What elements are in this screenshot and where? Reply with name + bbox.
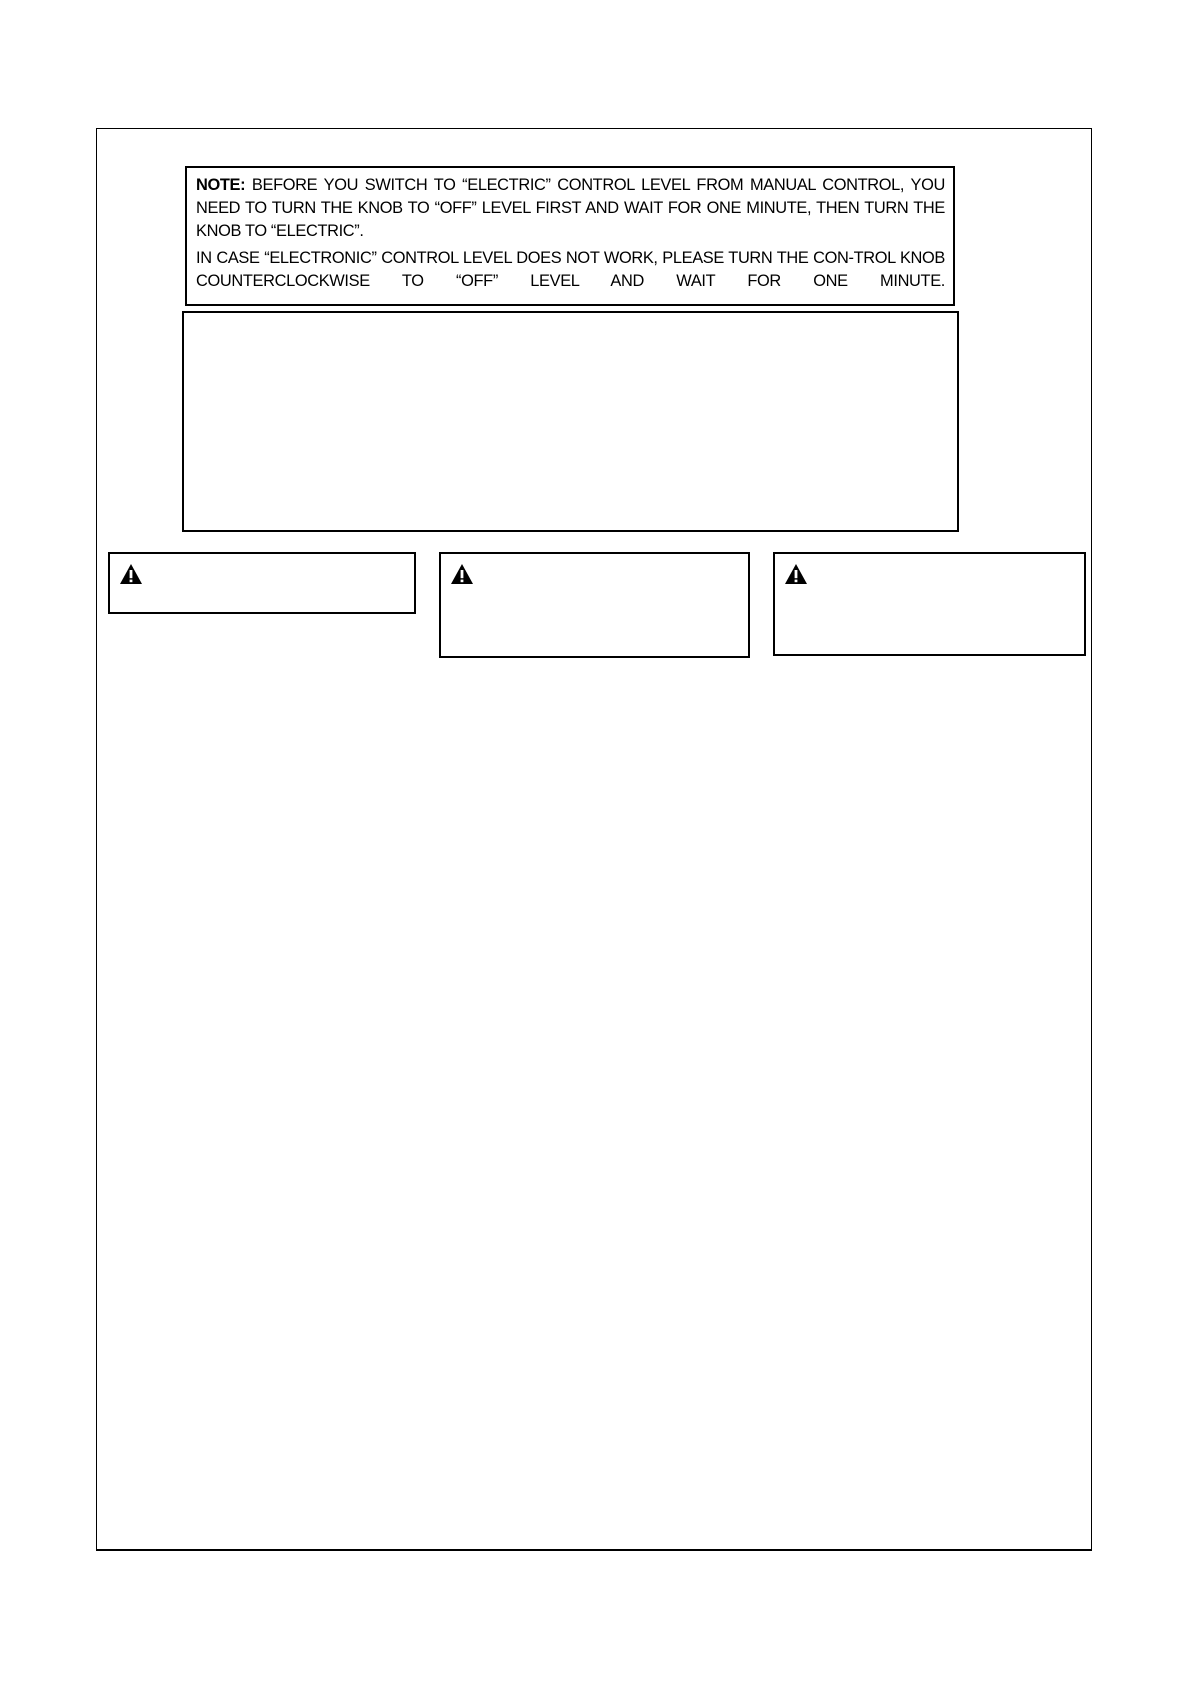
note-paragraph-2: IN CASE “ELECTRONIC” CONTROL LEVEL DOES NOT WORK, PLEASE TURN THE CON-TROL KNOB COUNTERCLOCKWISE TO “OFF” LEVEL AND WAIT FOR ONE MINUTE.	[196, 249, 945, 290]
warning-box-2	[439, 552, 750, 658]
note-label: NOTE:	[196, 176, 246, 194]
warning-triangle-icon	[119, 563, 143, 585]
warning-box-3	[773, 552, 1086, 656]
warning-box-1	[108, 552, 416, 614]
note-box	[185, 166, 955, 306]
warning-triangle-icon	[784, 563, 808, 585]
warning-triangle-icon	[450, 563, 474, 585]
blank-panel	[182, 311, 959, 532]
note-paragraph-1	[196, 174, 945, 243]
note-text-1: BEFORE YOU SWITCH TO “ELECTRIC” CONTROL LEVEL FROM MANUAL CONTROL, YOU NEED TO TURN THE KNOB TO “OFF” LEVEL FIRST AND WAIT FOR ONE MINUTE, THEN TURN THE KNOB TO “ELECTRIC”.	[196, 176, 945, 240]
